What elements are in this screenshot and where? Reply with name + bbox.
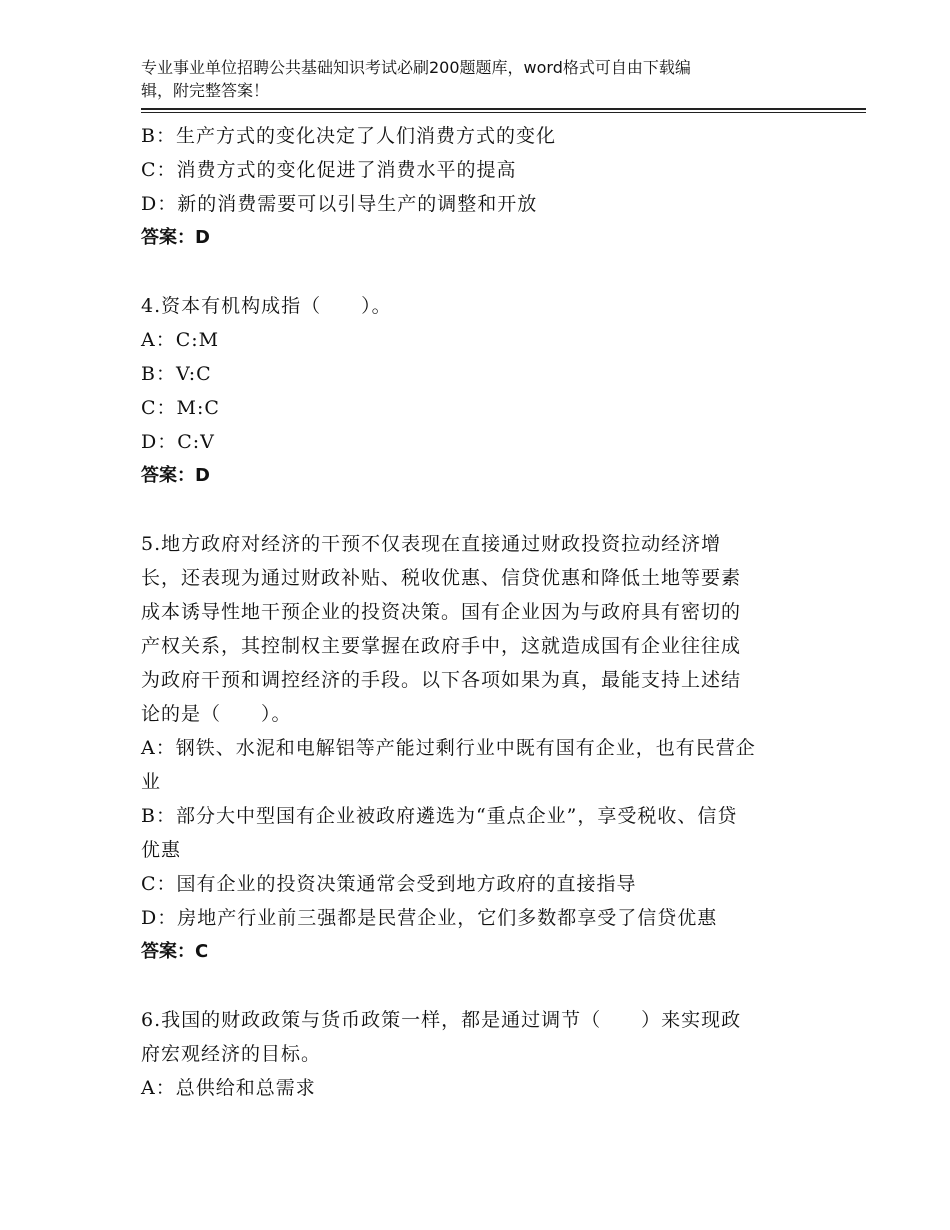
option-b: B：生产方式的变化决定了人们消费方式的变化: [141, 125, 556, 147]
option-b: B：部分大中型国有企业被政府遴选为“重点企业”，享受税收、信贷: [141, 805, 738, 827]
stem-line: 6.我国的财政政策与货币政策一样，都是通过调节（ ）来实现政: [141, 1009, 742, 1031]
header-line-2: 辑，附完整答案！: [141, 81, 270, 100]
stem-line: 成本诱导性地干预企业的投资决策。国有企业因为与政府具有密切的: [141, 601, 742, 623]
option-d: D：新的消费需要可以引导生产的调整和开放: [141, 193, 538, 215]
answer: 答案：C: [141, 941, 209, 962]
option-d: D：房地产行业前三强都是民营企业，它们多数都享受了信贷优惠: [141, 907, 718, 929]
option-a: A：钢铁、水泥和电解铝等产能过剩行业中既有国有企业，也有民营企: [141, 737, 756, 759]
question-5: [141, 527, 866, 969]
option-c: C：M:C: [141, 397, 220, 419]
option-c: C：国有企业的投资决策通常会受到地方政府的直接指导: [141, 873, 637, 895]
document-header: [141, 56, 781, 102]
option-a: A：C:M: [141, 329, 220, 351]
question-stem: [141, 289, 866, 323]
stem-line: 4.资本有机构成指（ ）。: [141, 295, 392, 317]
question-4: [141, 289, 866, 493]
document-page: [141, 56, 866, 1105]
option-b: B：V:C: [141, 363, 212, 385]
answer: 答案：D: [141, 227, 210, 248]
stem-line: 5.地方政府对经济的干预不仅表现在直接通过财政投资拉动经济增: [141, 533, 722, 555]
stem-line: 产权关系，其控制权主要掌握在政府手中，这就造成国有企业往往成: [141, 635, 742, 657]
question-3-tail: [141, 119, 866, 255]
question-stem: [141, 527, 866, 731]
stem-line: 长，还表现为通过财政补贴、税收优惠、信贷优惠和降低土地等要素: [141, 567, 742, 589]
stem-line: 论的是（ ）。: [141, 703, 292, 725]
option-a-cont: 业: [141, 771, 162, 793]
option-b-cont: 优惠: [141, 839, 182, 861]
option-a: A：总供给和总需求: [141, 1077, 316, 1099]
stem-line: 府宏观经济的目标。: [141, 1043, 322, 1065]
question-6: [141, 1003, 866, 1105]
header-line-1: 专业事业单位招聘公共基础知识考试必刷200题题库，word格式可自由下载编: [141, 58, 691, 77]
stem-line: 为政府干预和调控经济的手段。以下各项如果为真，最能支持上述结: [141, 669, 742, 691]
option-c: C：消费方式的变化促进了消费水平的提高: [141, 159, 517, 181]
option-d: D：C:V: [141, 431, 215, 453]
answer: 答案：D: [141, 465, 210, 486]
header-divider: [141, 108, 866, 115]
question-stem: [141, 1003, 866, 1071]
